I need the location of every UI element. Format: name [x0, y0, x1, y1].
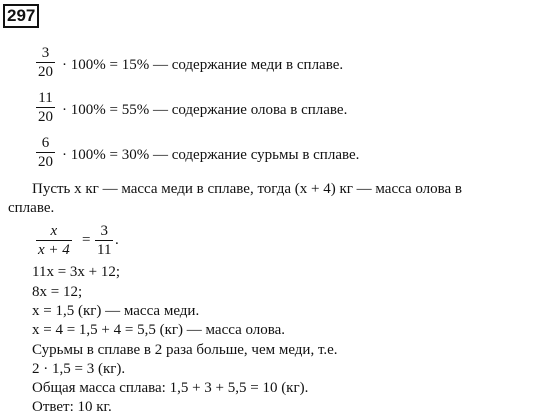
answer-line: Ответ: 10 кг. — [32, 399, 112, 415]
problem-number: 297 — [3, 4, 39, 28]
fraction-numerator: 3 — [36, 44, 55, 63]
solution-line: Общая масса сплава: 1,5 + 3 + 5,5 = 10 (кг). — [32, 380, 309, 396]
equation-right-fraction — [95, 222, 113, 259]
solution-line: 8x = 12; — [32, 284, 83, 300]
copper-content-text: · 100% = 15% — содержание меди в сплаве. — [62, 57, 344, 73]
fraction-tin — [36, 89, 55, 126]
solution-line: 2 · 1,5 = 3 (кг). — [32, 361, 126, 377]
fraction-copper — [36, 44, 55, 81]
fraction-numerator: 11 — [36, 89, 55, 108]
solution-line: 11x = 3x + 12; — [32, 264, 121, 280]
tin-content-text: · 100% = 55% — содержание олова в сплаве. — [62, 102, 348, 118]
fraction-denominator: 20 — [38, 109, 53, 125]
equation-period: . — [115, 232, 119, 248]
equation-left-denominator: x + 4 — [38, 242, 70, 258]
solution-line: Сурьмы в сплаве в 2 раза больше, чем меди, т.е. — [32, 342, 338, 358]
solution-line: x = 4 = 1,5 + 4 = 5,5 (кг) — масса олова. — [32, 322, 286, 338]
antimony-content-text: · 100% = 30% — содержание сурьмы в сплаве. — [62, 147, 360, 163]
let-statement-line1: Пусть x кг — масса меди в сплаве, тогда (x + 4) кг — масса олова в — [32, 181, 463, 197]
fraction-denominator: 20 — [38, 64, 53, 80]
equation-right-numerator: 3 — [95, 222, 113, 241]
equation-equals: = — [82, 232, 91, 248]
fraction-numerator: 6 — [36, 134, 55, 153]
fraction-denominator: 20 — [38, 154, 53, 170]
fraction-antimony — [36, 134, 55, 171]
equation-left-fraction — [36, 222, 72, 259]
solution-line: x = 1,5 (кг) — масса меди. — [32, 303, 200, 319]
let-statement-line2: сплаве. — [8, 200, 55, 216]
equation-right-denominator: 11 — [97, 242, 112, 258]
equation-left-numerator: x — [36, 222, 72, 241]
